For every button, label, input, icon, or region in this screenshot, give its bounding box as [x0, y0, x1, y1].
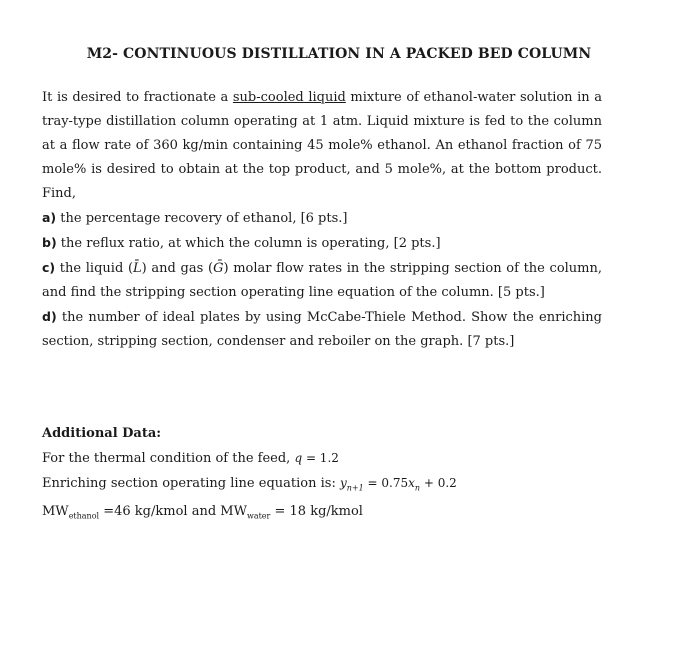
additional-data: [42, 422, 602, 529]
gas-flow-symbol: Ḡ: [213, 261, 224, 276]
intro-paragraph: It is desired to fractionate a sub-cooled liquid mixture of ethanol-water solution in a tray-type distillation column operating at 1 atm. Liquid mixture is fed to the column at a flow rate of 360 kg/min containing 45 mole% ethanol. An ethanol fraction of 75 mole% is desired to obtain at the top product, and 5 mole%, at the bottom product. Find,: [42, 90, 602, 201]
enriching-line-equation: Enriching section operating line equation is: $y_{n+1} = 0.75x_n + 0.2$: [42, 476, 457, 493]
underlined-phrase: sub-cooled liquid: [232, 90, 346, 105]
liquid-flow-symbol: L̄: [133, 261, 142, 276]
equation: $y_{n+1} = 0.75x_n + 0.2$: [339, 476, 457, 493]
document-title: M2- CONTINUOUS DISTILLATION IN A PACKED BED COLUMN: [86, 46, 592, 62]
problem-statement: [42, 86, 602, 354]
question-b: b) the reflux ratio, at which the column is operating, [2 pts.]: [42, 235, 441, 251]
question-c: c) the liquid (L̄) and gas (Ḡ) molar flow rates in the stripping section of the column, and find the stripping section operating line equation of the column. [5 pts.]: [42, 260, 603, 300]
feed-condition-line: For the thermal condition of the feed, q = 1.2: [42, 451, 339, 466]
question-d: d) the number of ideal plates by using McCabe-Thiele Method. Show the enriching section, stripping section, condenser and reboiler on the graph. [7 pts.]: [42, 309, 602, 349]
additional-data-heading: Additional Data:: [42, 426, 162, 441]
question-a: a) the percentage recovery of ethanol, [6 pts.]: [42, 210, 348, 226]
molecular-weights-line: $MW_{ethanol} =46$ kg/kmol and $MW_{water} = 18$ kg/kmol: [42, 504, 363, 521]
